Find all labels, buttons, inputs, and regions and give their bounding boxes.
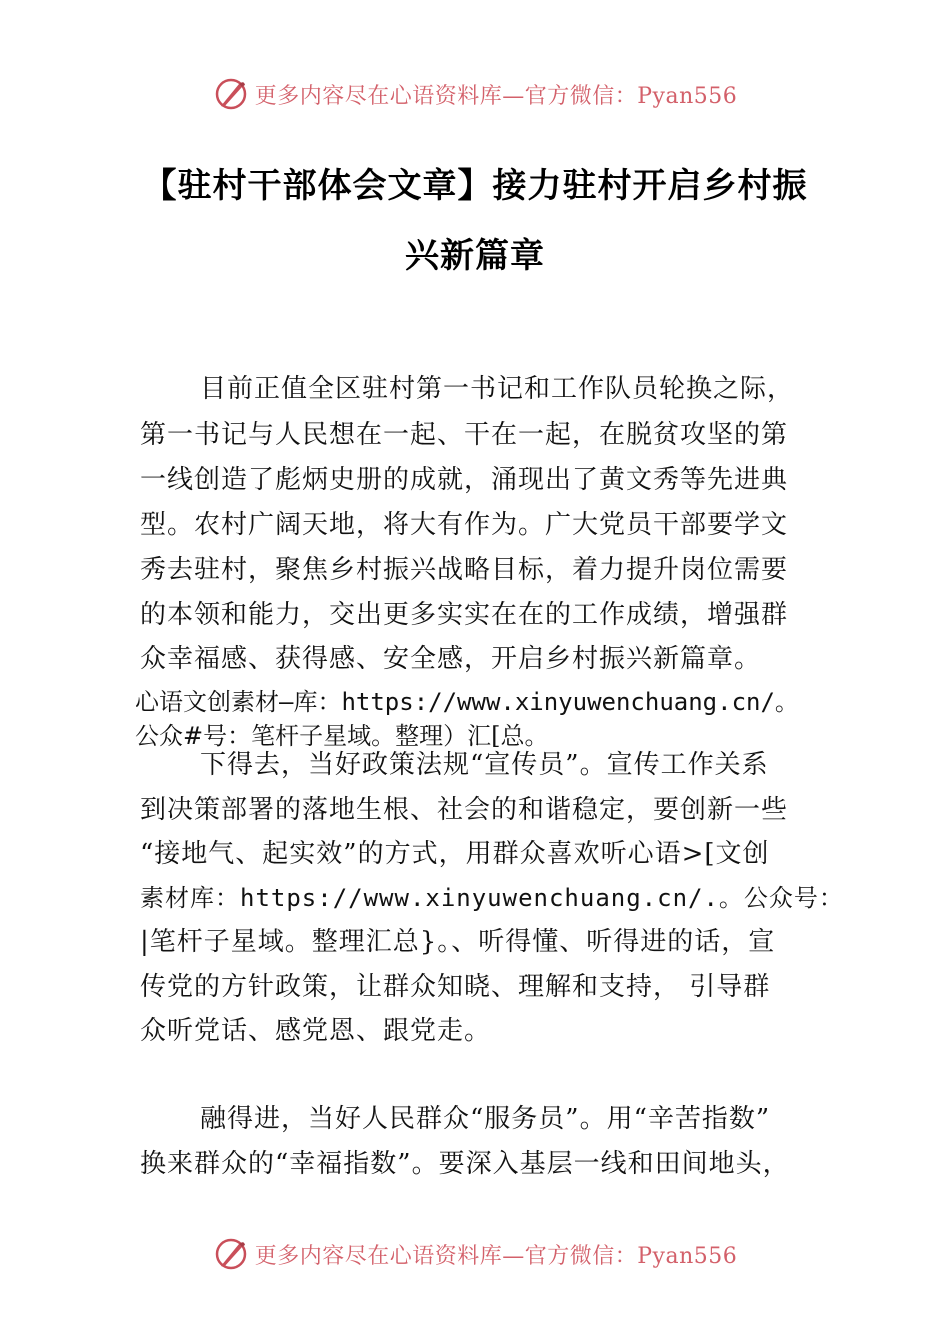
text-line: 换来群众的“幸福指数”。要深入基层一线和田间地头， xyxy=(140,1149,790,1179)
text-line: 到决策部署的落地生根、社会的和谐稳定，要创新一些 xyxy=(140,795,789,825)
text-line: 传党的方针政策，让群众知晓、理解和支持， 引导群 xyxy=(140,972,771,1002)
text-line: 下得去，当好政策法规“宣传员”。宣传工作关系 xyxy=(200,750,769,780)
text-line: 公众#号：笔杆子星域。整理）汇[总。 xyxy=(135,722,549,750)
text-line: 第一书记与人民想在一起、干在一起，在脱贫攻坚的第 xyxy=(140,420,789,450)
text-line: 心语文创素材—库：https://www.xinyuwenchuang.cn/。 xyxy=(135,688,799,716)
text-line: |笔杆子星域。整理汇总}。、听得懂、听得进的话，宣 xyxy=(140,927,776,957)
text-line: 一线创造了彪炳史册的成就，涌现出了黄文秀等先进典 xyxy=(140,465,789,495)
text-line: 秀去驻村，聚焦乡村振兴战略目标，着力提升岗位需要 xyxy=(140,555,789,585)
watermark-text: 更多内容尽在心语资料库—官方微信：Pyan556 xyxy=(254,83,738,109)
text-line: 素材库：https://www.xinyuwenchuang.cn/.。公众号： xyxy=(140,884,844,912)
text-line: 众幸福感、获得感、安全感，开启乡村振兴新篇章。 xyxy=(140,644,762,674)
text-line: 目前正值全区驻村第一书记和工作队员轮换之际， xyxy=(200,374,795,404)
text-line: 的本领和能力，交出更多实实在在的工作成绩，增强群 xyxy=(140,600,789,630)
text-line: 众听党话、感党恩、跟党走。 xyxy=(140,1016,492,1046)
pen-feather-logo-icon xyxy=(213,76,249,112)
text-line: 型。农村广阔天地，将大有作为。广大党员干部要学文 xyxy=(140,510,789,540)
document-title-line-2: 兴新篇章 xyxy=(405,236,545,276)
header-watermark xyxy=(0,72,950,116)
text-line: “接地气、起实效”的方式，用群众喜欢听心语>[文创 xyxy=(140,839,770,869)
watermark-text: 更多内容尽在心语资料库—官方微信：Pyan556 xyxy=(254,1243,738,1269)
footer-watermark xyxy=(0,1232,950,1276)
text-line: 融得进，当好人民群众“服务员”。用“辛苦指数” xyxy=(200,1104,771,1134)
document-title-line-1: 【驻村干部体会文章】接力驻村开启乡村振 xyxy=(142,166,808,206)
pen-feather-logo-icon xyxy=(213,1236,249,1272)
